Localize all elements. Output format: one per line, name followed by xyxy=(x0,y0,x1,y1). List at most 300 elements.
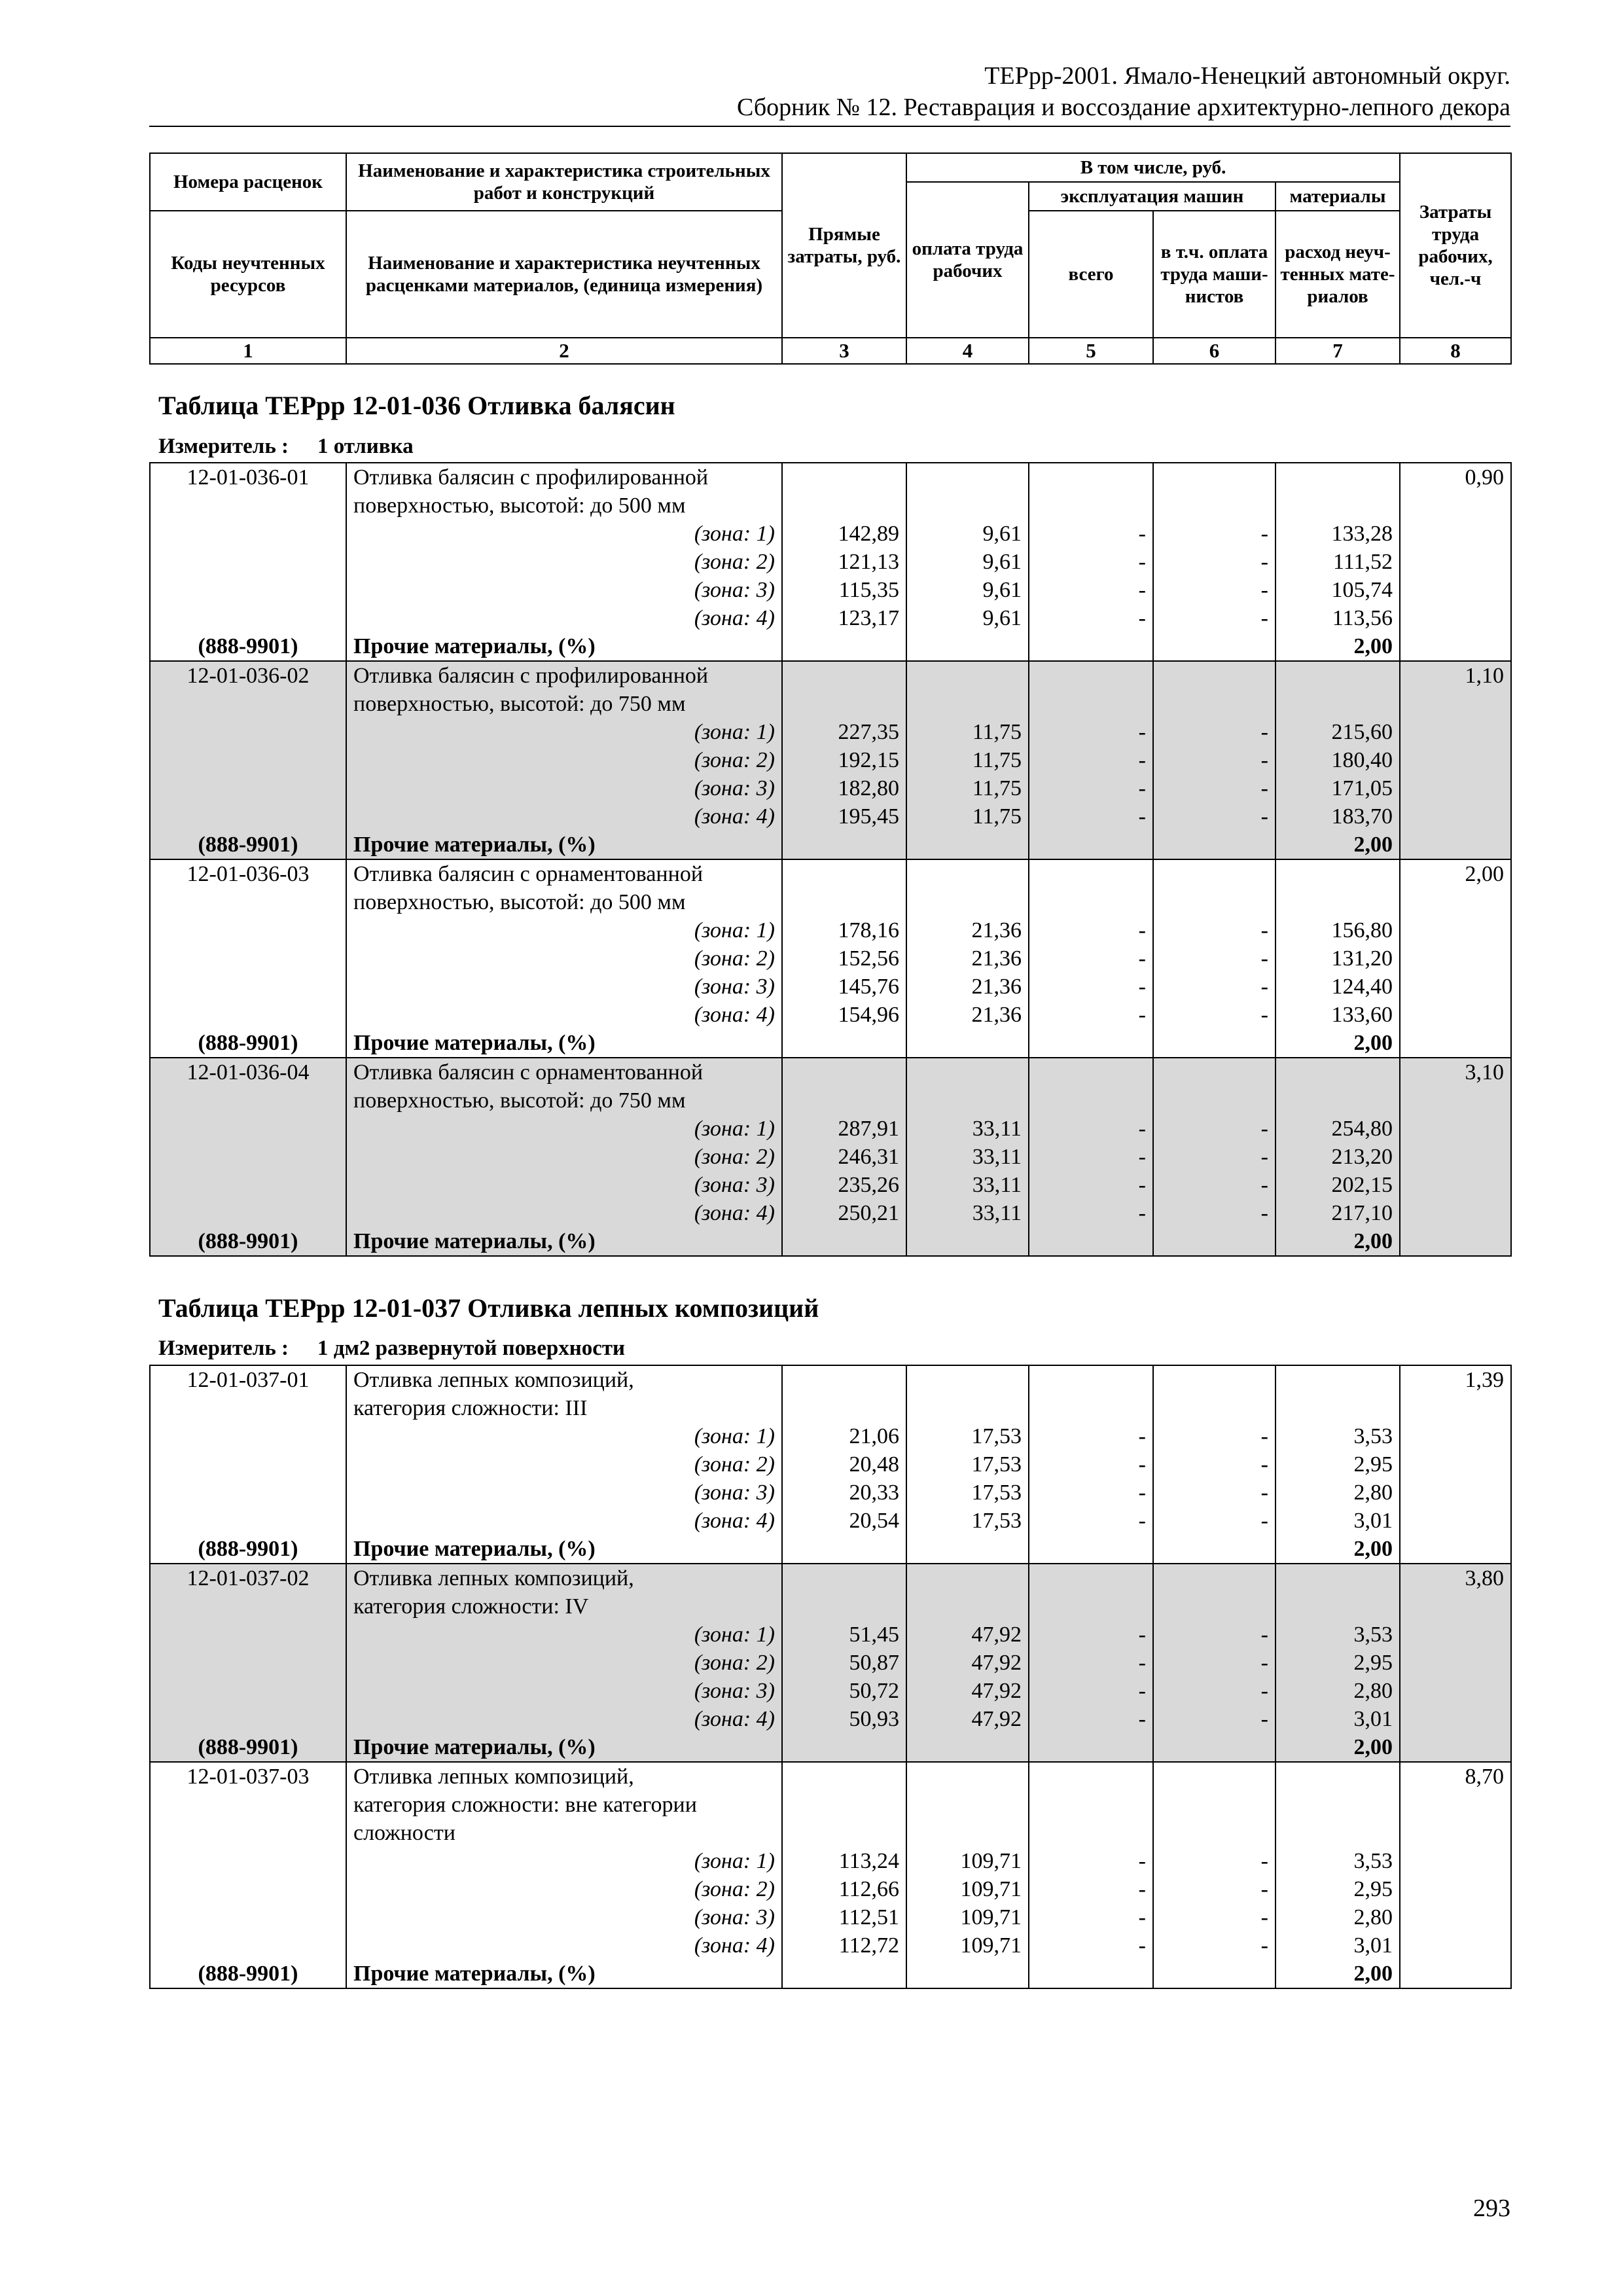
workers-pay: 33,11 xyxy=(906,1143,1029,1171)
empty-cell xyxy=(906,1029,1029,1058)
empty-cell xyxy=(1029,1227,1153,1256)
empty-cell xyxy=(1400,916,1511,944)
col-number: 6 xyxy=(1153,338,1275,364)
resource-consumption: 2,00 xyxy=(1275,1535,1400,1564)
empty-cell xyxy=(906,1564,1029,1592)
empty-cell xyxy=(906,1592,1029,1621)
description-row xyxy=(150,463,1511,492)
zone-row xyxy=(150,1479,1511,1507)
empty-cell xyxy=(1400,1875,1511,1903)
machine-total: - xyxy=(1029,1171,1153,1199)
operators-pay: - xyxy=(1153,604,1275,632)
rate-code: 12-01-036-02 xyxy=(150,661,346,690)
workers-pay: 47,92 xyxy=(906,1677,1029,1705)
rate-code: 12-01-037-02 xyxy=(150,1564,346,1592)
empty-cell xyxy=(150,1847,346,1875)
description-row xyxy=(150,859,1511,888)
zone-row xyxy=(150,1422,1511,1450)
empty-cell xyxy=(1029,463,1153,492)
empty-cell xyxy=(906,463,1029,492)
operators-pay: - xyxy=(1153,774,1275,802)
operators-pay: - xyxy=(1153,1199,1275,1227)
materials-cost: 2,80 xyxy=(1275,1677,1400,1705)
empty-cell xyxy=(1400,1001,1511,1029)
operators-pay: - xyxy=(1153,520,1275,548)
empty-cell xyxy=(1400,548,1511,576)
operators-pay: - xyxy=(1153,1479,1275,1507)
empty-cell xyxy=(150,718,346,746)
description-row xyxy=(150,1086,1511,1115)
description-row xyxy=(150,1394,1511,1422)
zone-label: (зона: 4) xyxy=(346,1931,782,1960)
empty-cell xyxy=(1275,1365,1400,1394)
zone-row xyxy=(150,1507,1511,1535)
empty-cell xyxy=(1400,1227,1511,1256)
operators-pay: - xyxy=(1153,802,1275,831)
empty-cell xyxy=(150,1394,346,1422)
empty-cell xyxy=(1400,1621,1511,1649)
empty-cell xyxy=(906,492,1029,520)
zone-row xyxy=(150,973,1511,1001)
col-including: В том числе, руб. xyxy=(906,153,1400,182)
empty-cell xyxy=(1275,690,1400,718)
empty-cell xyxy=(782,1733,906,1762)
rate-description: поверхностью, высотой: до 500 мм xyxy=(346,888,782,916)
rate-description: поверхностью, высотой: до 750 мм xyxy=(346,1086,782,1115)
machine-total: - xyxy=(1029,774,1153,802)
zone-label: (зона: 3) xyxy=(346,774,782,802)
empty-cell xyxy=(1400,1705,1511,1733)
empty-cell xyxy=(1400,888,1511,916)
empty-cell xyxy=(1153,1791,1275,1819)
empty-cell xyxy=(906,1791,1029,1819)
empty-cell xyxy=(1029,1058,1153,1086)
resource-name: Прочие материалы, (%) xyxy=(346,1960,782,1988)
operators-pay: - xyxy=(1153,1507,1275,1535)
empty-cell xyxy=(782,463,906,492)
zone-label: (зона: 3) xyxy=(346,973,782,1001)
zone-label: (зона: 4) xyxy=(346,1199,782,1227)
machine-total: - xyxy=(1029,1143,1153,1171)
direct-costs: 287,91 xyxy=(782,1115,906,1143)
empty-cell xyxy=(782,690,906,718)
empty-cell xyxy=(906,632,1029,661)
empty-cell xyxy=(150,1086,346,1115)
empty-cell xyxy=(1029,492,1153,520)
machine-total: - xyxy=(1029,746,1153,774)
measure-value: 1 дм2 развернутой поверхности xyxy=(317,1336,626,1360)
empty-cell xyxy=(782,1029,906,1058)
col-number: 2 xyxy=(346,338,782,364)
labor-costs: 2,00 xyxy=(1400,859,1511,888)
empty-cell xyxy=(150,888,346,916)
zone-label: (зона: 2) xyxy=(346,1143,782,1171)
resource-consumption: 2,00 xyxy=(1275,1227,1400,1256)
empty-cell xyxy=(1029,1535,1153,1564)
description-row xyxy=(150,1564,1511,1592)
empty-cell xyxy=(150,1115,346,1143)
empty-cell xyxy=(1400,1931,1511,1960)
empty-cell xyxy=(1275,1762,1400,1791)
measure-line xyxy=(158,1335,625,1361)
materials-cost: 217,10 xyxy=(1275,1199,1400,1227)
zone-row xyxy=(150,548,1511,576)
workers-pay: 109,71 xyxy=(906,1875,1029,1903)
resource-consumption: 2,00 xyxy=(1275,1733,1400,1762)
machine-total: - xyxy=(1029,1903,1153,1931)
empty-cell xyxy=(1153,1733,1275,1762)
empty-cell xyxy=(1029,831,1153,859)
empty-cell xyxy=(1029,632,1153,661)
zone-row xyxy=(150,802,1511,831)
workers-pay: 9,61 xyxy=(906,520,1029,548)
empty-cell xyxy=(782,859,906,888)
machine-total: - xyxy=(1029,1621,1153,1649)
empty-cell xyxy=(782,1227,906,1256)
resource-consumption: 2,00 xyxy=(1275,632,1400,661)
empty-cell xyxy=(906,1733,1029,1762)
materials-cost: 131,20 xyxy=(1275,944,1400,973)
empty-cell xyxy=(1275,661,1400,690)
rate-block xyxy=(150,1762,1511,1988)
empty-cell xyxy=(150,1422,346,1450)
resource-consumption: 2,00 xyxy=(1275,831,1400,859)
empty-cell xyxy=(906,1365,1029,1394)
operators-pay: - xyxy=(1153,1450,1275,1479)
empty-cell xyxy=(1275,859,1400,888)
materials-cost: 3,01 xyxy=(1275,1507,1400,1535)
zone-label: (зона: 1) xyxy=(346,1422,782,1450)
empty-cell xyxy=(1029,1762,1153,1791)
measure-label: Измеритель : xyxy=(158,1336,289,1360)
direct-costs: 178,16 xyxy=(782,916,906,944)
operators-pay: - xyxy=(1153,746,1275,774)
materials-cost: 3,53 xyxy=(1275,1847,1400,1875)
empty-cell xyxy=(782,1592,906,1621)
col-number: 5 xyxy=(1029,338,1153,364)
materials-cost: 133,28 xyxy=(1275,520,1400,548)
empty-cell xyxy=(150,802,346,831)
empty-cell xyxy=(782,632,906,661)
rate-description: Отливка балясин с профилированной xyxy=(346,463,782,492)
materials-cost: 156,80 xyxy=(1275,916,1400,944)
machine-total: - xyxy=(1029,1001,1153,1029)
materials-cost: 202,15 xyxy=(1275,1171,1400,1199)
empty-cell xyxy=(906,1762,1029,1791)
zone-row xyxy=(150,746,1511,774)
empty-cell xyxy=(1029,1791,1153,1819)
empty-cell xyxy=(1275,492,1400,520)
empty-cell xyxy=(1153,632,1275,661)
empty-cell xyxy=(1153,1960,1275,1988)
col-number: 7 xyxy=(1275,338,1400,364)
empty-cell xyxy=(782,831,906,859)
empty-cell xyxy=(1153,661,1275,690)
rate-block xyxy=(150,1058,1511,1256)
zone-label: (зона: 4) xyxy=(346,1001,782,1029)
col-machine-total: всего xyxy=(1029,211,1153,338)
machine-total: - xyxy=(1029,916,1153,944)
operators-pay: - xyxy=(1153,1931,1275,1960)
description-row xyxy=(150,888,1511,916)
empty-cell xyxy=(1400,1733,1511,1762)
machine-total: - xyxy=(1029,548,1153,576)
empty-cell xyxy=(1275,1394,1400,1422)
direct-costs: 112,66 xyxy=(782,1875,906,1903)
zone-row xyxy=(150,774,1511,802)
empty-cell xyxy=(1153,690,1275,718)
zone-label: (зона: 1) xyxy=(346,916,782,944)
empty-cell xyxy=(150,690,346,718)
direct-costs: 51,45 xyxy=(782,1621,906,1649)
col-work-name: Наименование и характеристика строительных работ и конструкций xyxy=(346,153,782,211)
rate-description: Отливка балясин с профилированной xyxy=(346,661,782,690)
machine-total: - xyxy=(1029,1649,1153,1677)
materials-cost: 3,53 xyxy=(1275,1621,1400,1649)
operators-pay: - xyxy=(1153,916,1275,944)
zone-row xyxy=(150,520,1511,548)
zone-label: (зона: 4) xyxy=(346,1705,782,1733)
labor-costs: 3,10 xyxy=(1400,1058,1511,1086)
direct-costs: 20,33 xyxy=(782,1479,906,1507)
workers-pay: 17,53 xyxy=(906,1479,1029,1507)
workers-pay: 47,92 xyxy=(906,1621,1029,1649)
empty-cell xyxy=(150,604,346,632)
materials-cost: 2,95 xyxy=(1275,1649,1400,1677)
resource-row xyxy=(150,1733,1511,1762)
rate-block xyxy=(150,859,1511,1058)
workers-pay: 9,61 xyxy=(906,548,1029,576)
workers-pay: 11,75 xyxy=(906,718,1029,746)
rate-code: 12-01-036-01 xyxy=(150,463,346,492)
empty-cell xyxy=(1400,1507,1511,1535)
col-direct-costs: Прямые затраты, руб. xyxy=(782,153,906,338)
page-number: 293 xyxy=(1473,2195,1510,2222)
empty-cell xyxy=(1153,1365,1275,1394)
empty-cell xyxy=(1400,1479,1511,1507)
machine-total: - xyxy=(1029,1479,1153,1507)
zone-row xyxy=(150,1199,1511,1227)
rate-code: 12-01-037-03 xyxy=(150,1762,346,1791)
resource-row xyxy=(150,632,1511,661)
empty-cell xyxy=(1400,1819,1511,1847)
direct-costs: 115,35 xyxy=(782,576,906,604)
resource-code: (888-9901) xyxy=(150,1029,346,1058)
empty-cell xyxy=(1029,1960,1153,1988)
empty-cell xyxy=(1275,888,1400,916)
resource-row xyxy=(150,1960,1511,1988)
empty-cell xyxy=(150,1677,346,1705)
empty-cell xyxy=(782,1819,906,1847)
machine-total: - xyxy=(1029,718,1153,746)
empty-cell xyxy=(782,888,906,916)
workers-pay: 109,71 xyxy=(906,1903,1029,1931)
zone-row xyxy=(150,1875,1511,1903)
zone-row xyxy=(150,1903,1511,1931)
empty-cell xyxy=(150,1199,346,1227)
workers-pay: 17,53 xyxy=(906,1422,1029,1450)
resource-code: (888-9901) xyxy=(150,1227,346,1256)
operators-pay: - xyxy=(1153,1875,1275,1903)
empty-cell xyxy=(1400,1115,1511,1143)
labor-costs: 3,80 xyxy=(1400,1564,1511,1592)
machine-total: - xyxy=(1029,604,1153,632)
resource-consumption: 2,00 xyxy=(1275,1029,1400,1058)
resource-consumption: 2,00 xyxy=(1275,1960,1400,1988)
direct-costs: 113,24 xyxy=(782,1847,906,1875)
rate-description: сложности xyxy=(346,1819,782,1847)
direct-costs: 50,87 xyxy=(782,1649,906,1677)
resource-code: (888-9901) xyxy=(150,831,346,859)
operators-pay: - xyxy=(1153,718,1275,746)
empty-cell xyxy=(1400,1649,1511,1677)
empty-cell xyxy=(1029,1086,1153,1115)
empty-cell xyxy=(1400,1143,1511,1171)
empty-cell xyxy=(150,1819,346,1847)
empty-cell xyxy=(1029,1365,1153,1394)
labor-costs: 1,39 xyxy=(1400,1365,1511,1394)
rate-description: категория сложности: III xyxy=(346,1394,782,1422)
zone-row xyxy=(150,718,1511,746)
rate-description: категория сложности: IV xyxy=(346,1592,782,1621)
direct-costs: 50,93 xyxy=(782,1705,906,1733)
empty-cell xyxy=(1029,1394,1153,1422)
machine-total: - xyxy=(1029,944,1153,973)
empty-cell xyxy=(1400,1171,1511,1199)
materials-cost: 2,95 xyxy=(1275,1875,1400,1903)
machine-total: - xyxy=(1029,1847,1153,1875)
empty-cell xyxy=(1153,1227,1275,1256)
empty-cell xyxy=(1275,1791,1400,1819)
empty-cell xyxy=(906,1535,1029,1564)
empty-cell xyxy=(1153,888,1275,916)
zone-label: (зона: 2) xyxy=(346,944,782,973)
header-rule xyxy=(149,126,1510,127)
materials-cost: 2,80 xyxy=(1275,1903,1400,1931)
machine-total: - xyxy=(1029,520,1153,548)
col-workers-pay: оплата труда рабочих xyxy=(906,182,1029,338)
empty-cell xyxy=(782,1365,906,1394)
empty-cell xyxy=(150,973,346,1001)
rate-block xyxy=(150,1564,1511,1762)
empty-cell xyxy=(150,1791,346,1819)
zone-label: (зона: 2) xyxy=(346,746,782,774)
machine-total: - xyxy=(1029,1875,1153,1903)
empty-cell xyxy=(1153,463,1275,492)
rate-block xyxy=(150,661,1511,859)
empty-cell xyxy=(150,1171,346,1199)
zone-row xyxy=(150,944,1511,973)
empty-cell xyxy=(1400,604,1511,632)
materials-cost: 105,74 xyxy=(1275,576,1400,604)
materials-cost: 3,01 xyxy=(1275,1931,1400,1960)
machine-total: - xyxy=(1029,1677,1153,1705)
col-machine-operation: эксплуатация машин xyxy=(1029,182,1275,211)
workers-pay: 21,36 xyxy=(906,916,1029,944)
zone-label: (зона: 3) xyxy=(346,1677,782,1705)
machine-total: - xyxy=(1029,1507,1153,1535)
direct-costs: 20,54 xyxy=(782,1507,906,1535)
col-number: 3 xyxy=(782,338,906,364)
materials-cost: 213,20 xyxy=(1275,1143,1400,1171)
zone-row xyxy=(150,1931,1511,1960)
zone-row xyxy=(150,1847,1511,1875)
zone-label: (зона: 1) xyxy=(346,520,782,548)
empty-cell xyxy=(1275,1592,1400,1621)
empty-cell xyxy=(1400,1199,1511,1227)
running-header-title: ТЕРрр-2001. Ямало-Ненецкий автономный округ. xyxy=(984,62,1510,90)
description-row xyxy=(150,492,1511,520)
empty-cell xyxy=(150,1507,346,1535)
workers-pay: 21,36 xyxy=(906,1001,1029,1029)
direct-costs: 142,89 xyxy=(782,520,906,548)
empty-cell xyxy=(1153,1086,1275,1115)
operators-pay: - xyxy=(1153,1115,1275,1143)
resource-name: Прочие материалы, (%) xyxy=(346,1227,782,1256)
col-rate-numbers: Номера расценок xyxy=(150,153,346,211)
empty-cell xyxy=(150,548,346,576)
machine-total: - xyxy=(1029,1931,1153,1960)
empty-cell xyxy=(1400,492,1511,520)
workers-pay: 33,11 xyxy=(906,1115,1029,1143)
empty-cell xyxy=(150,576,346,604)
rate-block xyxy=(150,1365,1511,1564)
zone-row xyxy=(150,604,1511,632)
rate-code: 12-01-036-04 xyxy=(150,1058,346,1086)
empty-cell xyxy=(1400,520,1511,548)
empty-cell xyxy=(1400,1422,1511,1450)
empty-cell xyxy=(1400,1903,1511,1931)
empty-cell xyxy=(782,1535,906,1564)
workers-pay: 47,92 xyxy=(906,1649,1029,1677)
empty-cell xyxy=(1153,1029,1275,1058)
empty-cell xyxy=(1400,1086,1511,1115)
zone-label: (зона: 2) xyxy=(346,1450,782,1479)
zone-row xyxy=(150,1705,1511,1733)
empty-cell xyxy=(150,1705,346,1733)
direct-costs: 235,26 xyxy=(782,1171,906,1199)
empty-cell xyxy=(1400,1029,1511,1058)
materials-cost: 124,40 xyxy=(1275,973,1400,1001)
workers-pay: 47,92 xyxy=(906,1705,1029,1733)
materials-cost: 254,80 xyxy=(1275,1115,1400,1143)
empty-cell xyxy=(1029,1819,1153,1847)
zone-row xyxy=(150,1143,1511,1171)
machine-total: - xyxy=(1029,1199,1153,1227)
materials-cost: 113,56 xyxy=(1275,604,1400,632)
section-title: Таблица ТЕРрр 12-01-036 Отливка балясин xyxy=(158,391,675,420)
empty-cell xyxy=(1153,1058,1275,1086)
workers-pay: 33,11 xyxy=(906,1199,1029,1227)
rates-table-036 xyxy=(149,462,1512,1257)
empty-cell xyxy=(1153,859,1275,888)
empty-cell xyxy=(906,1819,1029,1847)
materials-cost: 3,01 xyxy=(1275,1705,1400,1733)
materials-cost: 111,52 xyxy=(1275,548,1400,576)
rate-description: Отливка лепных композиций, xyxy=(346,1365,782,1394)
workers-pay: 21,36 xyxy=(906,944,1029,973)
workers-pay: 11,75 xyxy=(906,802,1029,831)
operators-pay: - xyxy=(1153,1649,1275,1677)
direct-costs: 21,06 xyxy=(782,1422,906,1450)
empty-cell xyxy=(1400,1450,1511,1479)
resource-name: Прочие материалы, (%) xyxy=(346,831,782,859)
col-number: 4 xyxy=(906,338,1029,364)
rate-description: Отливка лепных композиций, xyxy=(346,1762,782,1791)
empty-cell xyxy=(1153,1762,1275,1791)
empty-cell xyxy=(1400,831,1511,859)
col-labor-costs: Затраты труда рабочих, чел.-ч xyxy=(1400,153,1511,338)
